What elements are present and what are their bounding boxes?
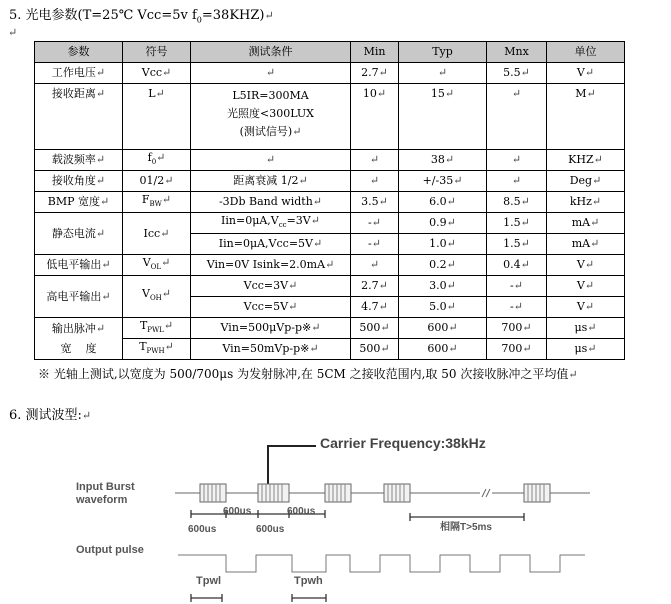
unit-cell: μs↵: [547, 339, 625, 360]
param-cell: BMP 宽度↵: [35, 192, 123, 213]
min-cell: 10↵: [351, 84, 399, 150]
max-cell: 700↵: [487, 339, 547, 360]
unit-cell: mA↵: [547, 234, 625, 255]
unit-cell: kHz↵: [547, 192, 625, 213]
condition-cell: Iin=0μA,Vcc=5V↵: [191, 234, 351, 255]
unit-cell: V↵: [547, 63, 625, 84]
unit-cell: M↵: [547, 84, 625, 150]
max-cell: -↵: [487, 276, 547, 297]
min-cell: 2.7↵: [351, 276, 399, 297]
condition-cell: Vcc=5V↵: [191, 297, 351, 318]
min-cell: 500↵: [351, 318, 399, 339]
typ-cell: +/-35↵: [399, 171, 487, 192]
condition-cell: L5IR=300MA 光照度<300LUX (测试信号)↵: [191, 84, 351, 150]
symbol-cell: Vcc↵: [123, 63, 191, 84]
max-cell: 8.5↵: [487, 192, 547, 213]
param-cell: 接收角度↵: [35, 171, 123, 192]
output-pulse-trace: [178, 555, 585, 572]
condition-cell: $Iin=0\mu A,V_{cc}=3V↵$: [191, 213, 351, 234]
symbol-cell: $T_{PWL}↵$: [123, 318, 191, 339]
tpwl-label: Tpwl: [196, 575, 222, 587]
condition-cell: Vin=500μVp-p※↵: [191, 318, 351, 339]
time-label-600-d: 600us: [256, 524, 285, 535]
symbol-cell: 01/2↵: [123, 171, 191, 192]
min-cell: 4.7↵: [351, 297, 399, 318]
typ-cell: 0.2↵: [399, 255, 487, 276]
carrier-callout-line: [268, 446, 316, 484]
max-cell: ↵: [487, 84, 547, 150]
typ-cell: 15↵: [399, 84, 487, 150]
header-max: Mnx: [487, 42, 547, 63]
max-cell: 1.5↵: [487, 213, 547, 234]
symbol-cell: L↵: [123, 84, 191, 150]
unit-cell: KHZ↵: [547, 150, 625, 171]
output-pulse-label: Output pulse: [76, 544, 144, 556]
min-cell: 500↵: [351, 339, 399, 360]
max-cell: -↵: [487, 297, 547, 318]
unit-cell: V↵: [547, 297, 625, 318]
param-cell: 工作电压↵: [35, 63, 123, 84]
header-unit: 单位: [547, 42, 625, 63]
max-cell: ↵: [487, 150, 547, 171]
max-cell: 0.4↵: [487, 255, 547, 276]
condition-cell: Vin=0V Isink=2.0mA↵: [191, 255, 351, 276]
symbol-cell: $V_{OH}↵$: [123, 276, 191, 318]
typ-cell: 0.9↵: [399, 213, 487, 234]
unit-cell: μs↵: [547, 318, 625, 339]
period-label: 相隔T>5ms: [440, 522, 492, 533]
tpwh-label: Tpwh: [294, 575, 323, 587]
header-param: 参数: [35, 42, 123, 63]
symbol-cell: $V_{OL}↵$: [123, 255, 191, 276]
header-min: Min: [351, 42, 399, 63]
symbol-cell: $F_{BW}↵$: [123, 192, 191, 213]
symbol-cell: Icc↵: [123, 213, 191, 255]
unit-cell: Deg↵: [547, 171, 625, 192]
unit-cell: V↵: [547, 255, 625, 276]
condition-cell: Vin=50mVp-p※↵: [191, 339, 351, 360]
time-label-600-c: 600us: [188, 524, 217, 535]
typ-cell: 5.0↵: [399, 297, 487, 318]
time-label-600-a: 600us: [223, 506, 252, 517]
input-burst-label: Input Burst: [76, 481, 135, 493]
unit-cell: mA↵: [547, 213, 625, 234]
min-cell: ↵: [351, 150, 399, 171]
param-cell: 输出脉冲↵ 宽 度: [35, 318, 123, 360]
min-cell: ↵: [351, 255, 399, 276]
min-cell: ↵: [351, 171, 399, 192]
max-cell: 5.5↵: [487, 63, 547, 84]
header-symbol: 符号: [123, 42, 191, 63]
param-cell: 载波频率↵: [35, 150, 123, 171]
header-condition: 测试条件: [191, 42, 351, 63]
condition-cell: ↵: [191, 150, 351, 171]
unit-cell: V↵: [547, 276, 625, 297]
section-6-title: 6. 测试波型:↵: [9, 408, 92, 423]
typ-cell: 6.0↵: [399, 192, 487, 213]
min-cell: -↵: [351, 213, 399, 234]
max-cell: 1.5↵: [487, 234, 547, 255]
symbol-cell: $f_0↵$: [123, 150, 191, 171]
test-note: ※ 光轴上测试,以宽度为 500/700μs 为发射脉冲,在 5CM 之接收范围内,取 50 次接收脉冲之平均值↵: [38, 367, 578, 381]
header-typ: Typ: [399, 42, 487, 63]
min-cell: -↵: [351, 234, 399, 255]
condition-cell: ↵: [191, 63, 351, 84]
section-5-title: 5. 光电参数(T=25℃ Vcc=5v $f_0=38KHZ)↵$: [9, 8, 274, 25]
typ-cell: 600↵: [399, 339, 487, 360]
condition-cell: 距离衰减 1/2↵: [191, 171, 351, 192]
typ-cell: ↵: [399, 63, 487, 84]
param-cell: 静态电流↵: [35, 213, 123, 255]
symbol-cell: $T_{PWH}↵$: [123, 339, 191, 360]
typ-cell: 3.0↵: [399, 276, 487, 297]
min-cell: 2.7↵: [351, 63, 399, 84]
max-cell: ↵: [487, 171, 547, 192]
typ-cell: 600↵: [399, 318, 487, 339]
time-label-600-b: 600us: [287, 506, 316, 517]
carrier-frequency-label: Carrier Frequency:38kHz: [320, 435, 486, 451]
condition-cell: Vcc=3V↵: [191, 276, 351, 297]
max-cell: 700↵: [487, 318, 547, 339]
paragraph-mark: ↵: [8, 26, 18, 39]
condition-cell: -3Db Band width↵: [191, 192, 351, 213]
param-cell: 低电平输出↵: [35, 255, 123, 276]
typ-cell: 1.0↵: [399, 234, 487, 255]
param-cell: 高电平输出↵: [35, 276, 123, 318]
param-cell: 接收距离↵: [35, 84, 123, 150]
min-cell: 3.5↵: [351, 192, 399, 213]
typ-cell: 38↵: [399, 150, 487, 171]
input-waveform-label: waveform: [76, 494, 128, 506]
